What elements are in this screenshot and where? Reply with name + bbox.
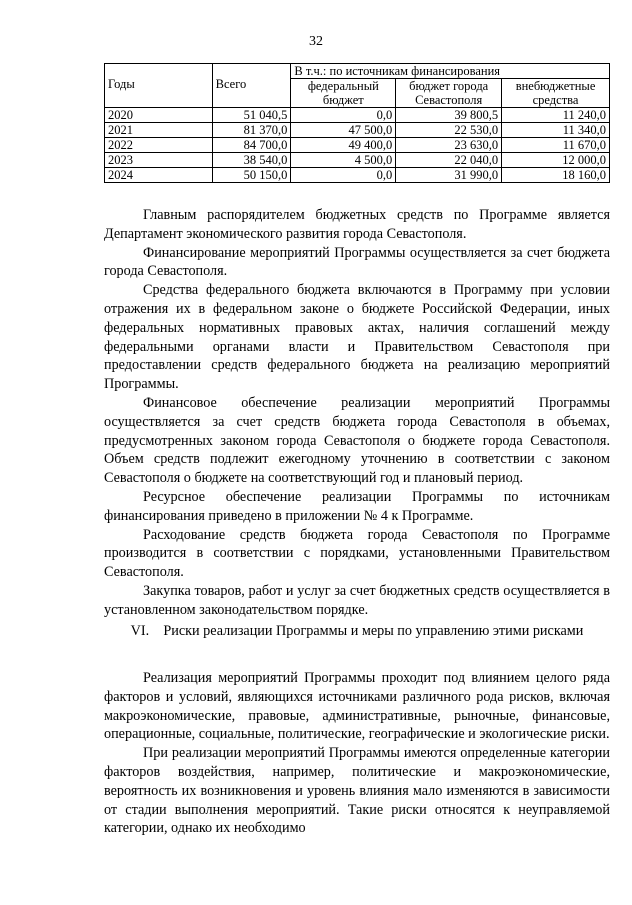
cell-extra: 18 160,0: [502, 168, 610, 183]
table-header-row: [105, 64, 610, 79]
cell-federal: 49 400,0: [291, 138, 396, 153]
paragraph: Закупка товаров, работ и услуг за счет бюджетных средств осуществляется в установленном законодательством порядке.: [104, 582, 610, 618]
cell-year: 2024: [105, 168, 213, 183]
cell-city: 22 530,0: [396, 123, 502, 138]
cell-federal: 47 500,0: [291, 123, 396, 138]
cell-year: 2021: [105, 123, 213, 138]
page-number: 32: [309, 34, 323, 49]
paragraph: Реализация мероприятий Программы проходит под влиянием целого ряда факторов и условий, являющихся источниками различного рода рисков, включая макроэкономические, правовые, административные, рыночные, финансовые, операционные, социальные, политические, географические и экологические риски.: [104, 670, 610, 743]
section-number: VI.: [130, 623, 150, 639]
paragraph: Финансовое обеспечение реализации мероприятий Программы осуществляется за счет средств бюджета города Севастополя в объемах, предусмотренных законом города Севастополя о бюджете города Севастополя. Объем средств подлежит ежегодному уточнению в соответствии с законом Севастополя о бюджете на соответствующий год и плановый период.: [104, 394, 610, 487]
cell-city: 23 630,0: [396, 138, 502, 153]
cell-federal: 4 500,0: [291, 153, 396, 168]
cell-city: 39 800,5: [396, 108, 502, 123]
paragraph: Ресурсное обеспечение реализации Программы по источникам финансирования приведено в приложении № 4 к Программе.: [104, 488, 610, 524]
cell-total: 84 700,0: [212, 138, 291, 153]
cell-total: 38 540,0: [212, 153, 291, 168]
risks-text: [104, 669, 610, 838]
table-row: [105, 168, 610, 183]
section-heading: [104, 622, 610, 641]
cell-city: 31 990,0: [396, 168, 502, 183]
table-row: [105, 153, 610, 168]
header-extra: внебюджетные средства: [502, 79, 610, 108]
cell-year: 2023: [105, 153, 213, 168]
funding-table: [104, 63, 610, 183]
cell-total: 50 150,0: [212, 168, 291, 183]
table-row: [105, 138, 610, 153]
section-title: Риски реализации Программы и меры по управлению этими рисками: [163, 623, 584, 639]
cell-federal: 0,0: [291, 168, 396, 183]
paragraph: При реализации мероприятий Программы имеются определенные категории факторов воздействия, например, политические и макроэкономические, вероятность их возникновения и уровень влияния мало изменяются в зависимости от стадии выполнения мероприятий. Такие риски относятся к неуправляемой категории, однако их необходимо: [104, 745, 610, 837]
cell-total: 81 370,0: [212, 123, 291, 138]
cell-extra: 11 240,0: [502, 108, 610, 123]
cell-extra: 11 340,0: [502, 123, 610, 138]
cell-extra: 12 000,0: [502, 153, 610, 168]
cell-year: 2022: [105, 138, 213, 153]
header-federal: федеральный бюджет: [291, 79, 396, 108]
table-row: [105, 123, 610, 138]
table-row: [105, 108, 610, 123]
header-sources: В т.ч.: по источникам финансирования: [291, 64, 610, 79]
paragraph: Средства федерального бюджета включаются в Программу при условии отражения их в федеральном законе о бюджете Российской Федерации, иных федеральных нормативных правовых актах, наличия соглашений между федеральными органами власти и Правительством Севастополя при предоставлении средств федерального бюджета на реализацию мероприятий Программы.: [104, 282, 610, 393]
paragraph: Расходование средств бюджета города Севастополя по Программе производится в соответствии с порядками, установленными Правительством Севастополя.: [104, 526, 610, 581]
cell-city: 22 040,0: [396, 153, 502, 168]
header-years: Годы: [105, 64, 213, 108]
paragraph: Финансирование мероприятий Программы осуществляется за счет бюджета города Севастополя.: [104, 244, 610, 280]
cell-total: 51 040,5: [212, 108, 291, 123]
cell-federal: 0,0: [291, 108, 396, 123]
cell-year: 2020: [105, 108, 213, 123]
paragraph: Главным распорядителем бюджетных средств по Программе является Департамент экономического развития города Севастополя.: [104, 207, 610, 242]
cell-extra: 11 670,0: [502, 138, 610, 153]
header-total: Всего: [212, 64, 291, 108]
header-city: бюджет города Севастополя: [396, 79, 502, 108]
financing-text: [104, 206, 610, 620]
